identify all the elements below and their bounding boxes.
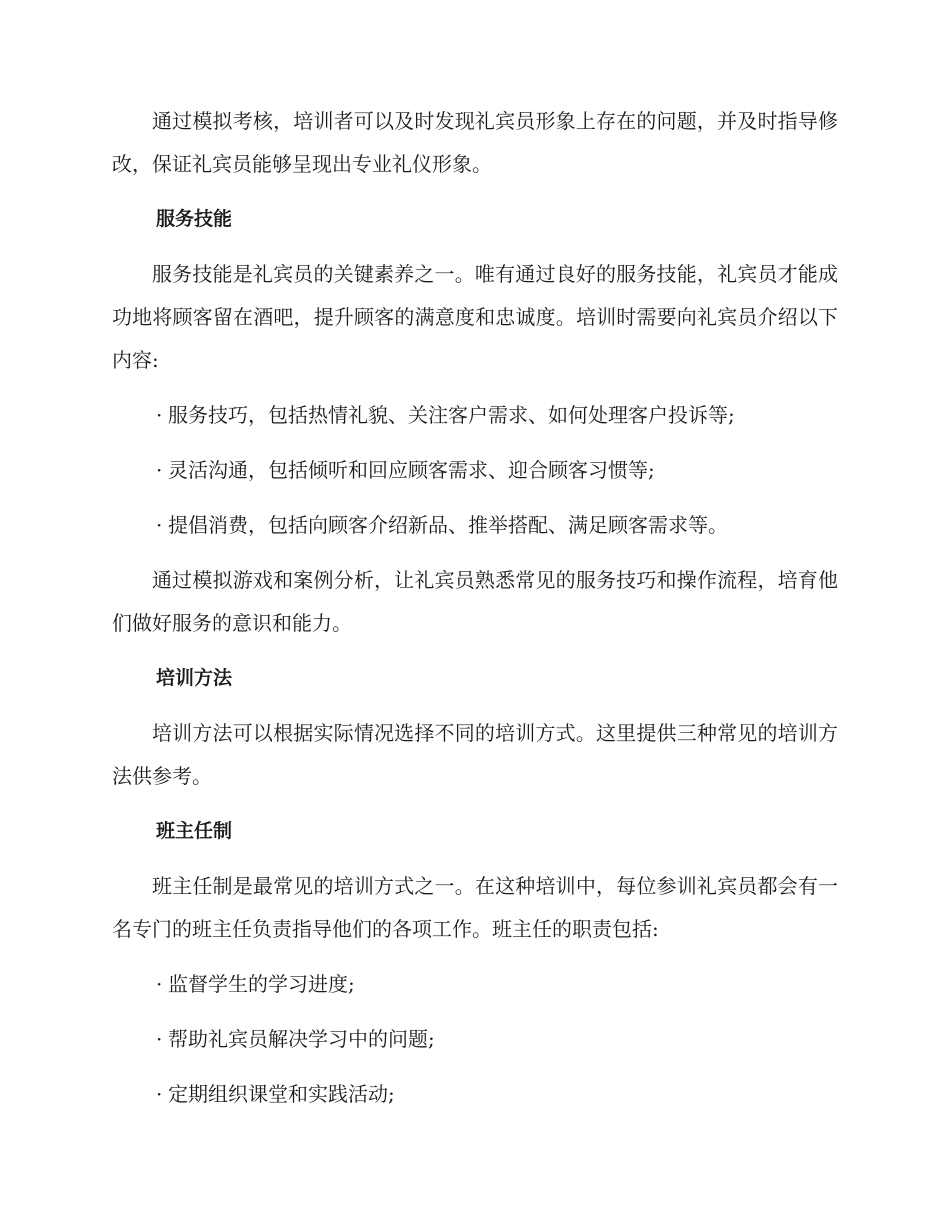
paragraph-simulation-games: 通过模拟游戏和案例分析，让礼宾员熟悉常见的服务技巧和操作流程，培育他们做好服务的意识和能力。 xyxy=(112,568,838,635)
document-page xyxy=(112,100,838,1128)
bullet-dot-icon: · xyxy=(156,458,163,482)
paragraph-training-methods: 培训方法可以根据实际情况选择不同的培训方式。这里提供三种常见的培训方法供参考。 xyxy=(112,721,838,788)
heading-service-skills: 服务技能 xyxy=(156,208,233,230)
list-item-text: 帮助礼宾员解决学习中的问题; xyxy=(168,1027,435,1051)
list-item-text: 监督学生的学习进度; xyxy=(168,972,355,996)
bullet-dot-icon: · xyxy=(156,403,163,427)
paragraph-head-teacher-system: 班主任制是最常见的培训方式之一。在这种培训中，每位参训礼宾员都会有一名专门的班主任负责指导他们的各项工作。班主任的职责包括: xyxy=(112,874,838,941)
bullet-dot-icon: · xyxy=(156,1082,163,1106)
paragraph-mock-assessment: 通过模拟考核，培训者可以及时发现礼宾员形象上存在的问题，并及时指导修改，保证礼宾员能够呈现出专业礼仪形象。 xyxy=(112,109,838,176)
list-item-text: 服务技巧，包括热情礼貌、关注客户需求、如何处理客户投诉等; xyxy=(168,403,735,427)
bullet-dot-icon: · xyxy=(156,972,163,996)
bullet-dot-icon: · xyxy=(156,1027,163,1051)
bullet-dot-icon: · xyxy=(156,513,163,537)
list-item xyxy=(112,1073,838,1116)
list-item xyxy=(112,963,838,1006)
list-item xyxy=(112,1018,838,1061)
heading-training-methods: 培训方法 xyxy=(156,667,233,689)
list-item xyxy=(112,504,838,547)
list-item-text: 提倡消费，包括向顾客介绍新品、推举搭配、满足顾客需求等。 xyxy=(168,513,728,537)
list-item-text: 灵活沟通，包括倾听和回应顾客需求、迎合顾客习惯等; xyxy=(168,458,655,482)
heading-head-teacher-system: 班主任制 xyxy=(156,820,233,842)
list-item xyxy=(112,394,838,437)
paragraph-service-skills: 服务技能是礼宾员的关键素养之一。唯有通过良好的服务技能，礼宾员才能成功地将顾客留在酒吧，提升顾客的满意度和忠诚度。培训时需要向礼宾员介绍以下内容: xyxy=(112,262,838,372)
list-item xyxy=(112,449,838,492)
list-item-text: 定期组织课堂和实践活动; xyxy=(168,1082,395,1106)
